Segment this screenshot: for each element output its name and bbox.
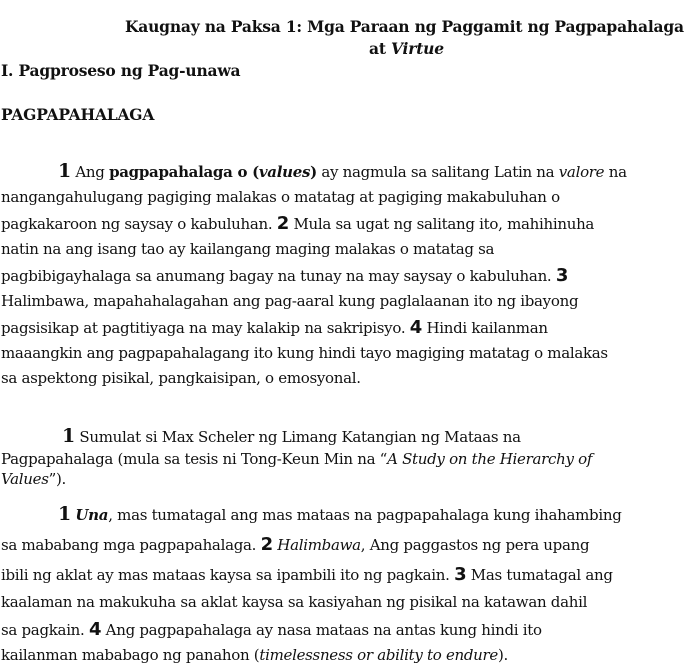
text: sa pagkain. — [1, 621, 89, 639]
p3-line-3 — [1, 564, 613, 585]
text: Sumulat si Max Scheler ng Limang Katangian ng Mataas na — [74, 428, 521, 446]
text: kailanman mababago ng panahon ( — [1, 646, 260, 664]
text: Hindi kailanman — [422, 319, 548, 337]
text: ay nagmula sa salitang Latin na — [316, 163, 559, 181]
text: pagbibigayhalaga sa anumang bagay na tunay na may saysay o kabuluhan. — [1, 267, 556, 285]
term-italic: Halimbawa — [272, 536, 361, 554]
p3-line-2 — [1, 534, 589, 555]
text: Mas tumatagal ang — [466, 566, 613, 584]
p3-line-1 — [58, 503, 622, 525]
term-italic: timelessness or ability to endure — [259, 646, 498, 664]
text: ibili ng aklat ay mas mataas kaysa sa ipambili ito ng pagkain. — [1, 566, 455, 584]
term-bolditalic: Una — [75, 506, 109, 524]
sentence-number: 4 — [88, 619, 102, 640]
p3-line-6 — [1, 646, 508, 664]
p3-line-5 — [1, 619, 542, 640]
sentence-number: 1 — [58, 160, 71, 182]
text: Ang — [70, 163, 110, 181]
sentence-number: 3 — [555, 265, 569, 286]
text: pagkakaroon ng saysay o kabuluhan. — [1, 215, 277, 233]
document-title-line2 — [369, 39, 444, 58]
sentence-number: 2 — [260, 534, 273, 555]
text: Mula sa ugat ng salitang ito, mahihinuha — [289, 215, 595, 233]
text: Ang pagpapahalaga ay nasa mataas na antas kung hindi ito — [101, 621, 542, 639]
p1-line-1 — [58, 160, 627, 182]
term-bold: pagpapahalaga o ( — [109, 163, 259, 181]
term-bold-close: ) — [310, 163, 317, 181]
term-bolditalic: values — [258, 163, 311, 181]
term-italic: valore — [558, 163, 605, 181]
text: ”). — [48, 470, 67, 488]
p1-line-9: sa aspektong pisikal, pangkaisipan, o emosyonal. — [1, 369, 361, 387]
p1-line-3 — [1, 213, 594, 234]
sentence-number: 1 — [62, 425, 75, 447]
text: pagsisikap at pagtitiyaga na may kalakip na sakripisyo. — [1, 319, 410, 337]
citation-title: Values — [1, 470, 49, 488]
title-virtue-text: Virtue — [391, 39, 444, 58]
p1-line-4: natin na ang isang tao ay kailangang maging malakas o matatag sa — [1, 240, 495, 258]
citation-title: A Study on the Hierarchy of — [387, 450, 593, 468]
text: Pagpapahalaga (mula sa tesis ni Tong-Keun Min na “ — [1, 450, 388, 468]
p1-line-8: maaangkin ang pagpapahalagang ito kung hindi tayo magiging matatag o malakas — [1, 344, 608, 362]
document-title-line1: Kaugnay na Paksa 1: Mga Paraan ng Paggamit ng Pagpapahalaga — [125, 17, 684, 36]
p1-line-7 — [1, 317, 548, 338]
p1-line-6: Halimbawa, mapahahalagahan ang pag-aaral kung paglalaanan ito ng ibayong — [1, 292, 579, 310]
sentence-number: 3 — [454, 564, 467, 585]
subheading: PAGPAPAHALAGA — [1, 105, 155, 124]
sentence-number: 1 — [58, 503, 71, 525]
text: , mas tumatagal ang mas mataas na pagpapahalaga kung ihahambing — [108, 506, 622, 524]
section-heading: I. Pagproseso ng Pag-unawa — [1, 61, 241, 80]
text: ). — [498, 646, 509, 664]
sentence-number: 2 — [276, 213, 289, 234]
text: na — [604, 163, 627, 181]
sentence-number: 4 — [409, 317, 422, 338]
p3-line-4: kaalaman na makukuha sa aklat kaysa sa kasiyahan ng pisikal na katawan dahil — [1, 593, 588, 611]
p2-line-2 — [1, 450, 592, 468]
p1-line-2: nangangahulugang pagiging malakas o matatag at pagiging makabuluhan o — [1, 188, 560, 206]
text: sa mababang mga pagpapahalaga. — [1, 536, 261, 554]
p2-line-3 — [1, 470, 66, 488]
p1-line-5 — [1, 265, 568, 286]
p2-line-1 — [62, 425, 521, 447]
text: , Ang paggastos ng pera upang — [360, 536, 590, 554]
title-at-text: at — [369, 39, 391, 58]
